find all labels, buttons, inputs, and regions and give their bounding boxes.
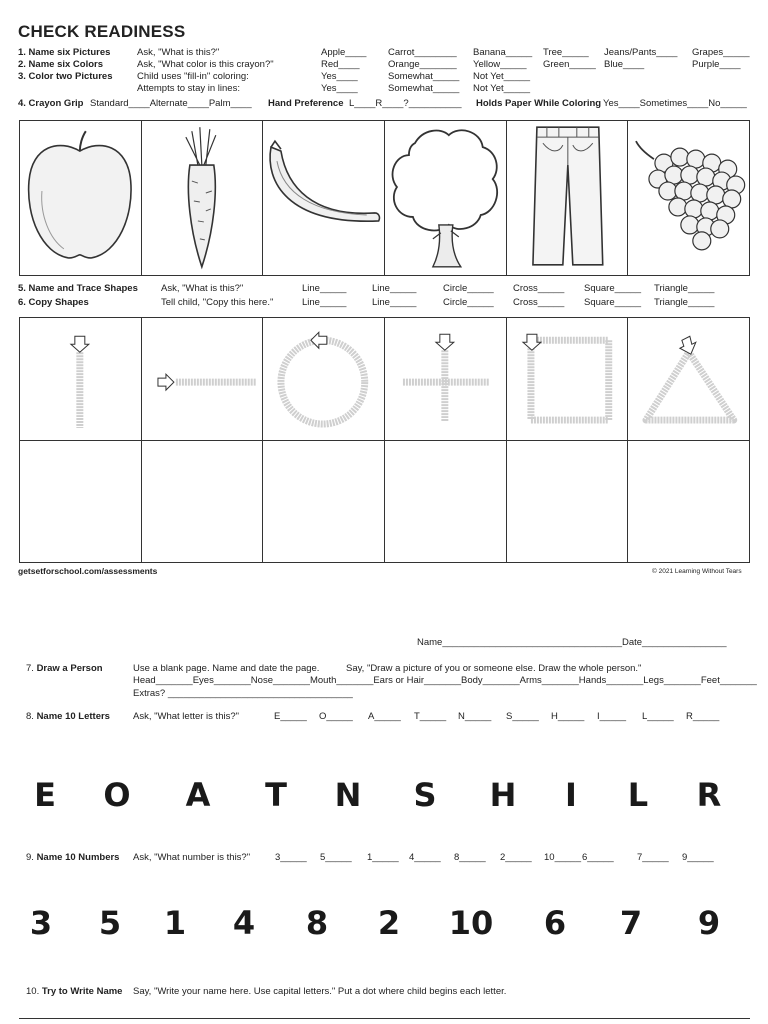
answer-item[interactable]: 4_____	[409, 852, 441, 863]
answer-item[interactable]: Circle_____	[443, 297, 494, 308]
answer-item[interactable]: Cross_____	[513, 297, 565, 308]
answer-item[interactable]: Yellow_____	[473, 59, 527, 70]
answer-item[interactable]: A_____	[368, 711, 401, 722]
answer-item[interactable]: 5_____	[320, 852, 352, 863]
number-card: 3	[29, 904, 53, 942]
grape-berry	[691, 184, 709, 202]
letter-card: I	[565, 776, 577, 814]
grape-berry	[701, 202, 719, 220]
row-label: 3. Color two Pictures	[18, 71, 113, 82]
arrow-right-icon	[158, 374, 174, 390]
letter-card: O	[103, 776, 131, 814]
letter-card: S	[413, 776, 437, 814]
answer-item[interactable]: Circle_____	[443, 283, 494, 294]
number-card: 7	[619, 904, 643, 942]
answer-item[interactable]: 9_____	[682, 852, 714, 863]
answer-item[interactable]: Not Yet_____	[473, 83, 531, 94]
name-writing-line[interactable]	[19, 1018, 750, 1019]
letter-card: E	[34, 776, 56, 814]
section-8-instruction: Ask, "What letter is this?"	[133, 711, 239, 722]
picture-cell	[142, 121, 264, 275]
answer-item[interactable]: 2_____	[500, 852, 532, 863]
answer-item[interactable]: 7_____	[637, 852, 669, 863]
row-instruction: Tell child, "Copy this here."	[161, 297, 274, 308]
section-7-label: 7. Draw a Person	[26, 663, 103, 674]
grape-berry	[659, 182, 677, 200]
answer-item[interactable]: Orange_______	[388, 59, 457, 70]
row-label: 6. Copy Shapes	[18, 297, 89, 308]
banana-icon	[263, 121, 384, 275]
letter-card: H	[489, 776, 517, 814]
section-10-label: 10. Try to Write Name	[26, 986, 123, 997]
number-card: 6	[543, 904, 567, 942]
picture-cell	[507, 121, 629, 275]
section-10-instruction: Say, "Write your name here. Use capital letters." Put a dot where child begins each letter.	[133, 986, 507, 997]
grape-berry	[681, 216, 699, 234]
answer-item[interactable]: E_____	[274, 711, 307, 722]
answer-item[interactable]: Line_____	[372, 283, 417, 294]
answer-item[interactable]: Red____	[321, 59, 360, 70]
letter-card: A	[185, 776, 211, 814]
picture-cell	[263, 121, 385, 275]
row-label: 1. Name six Pictures	[18, 47, 111, 58]
tree-icon	[385, 121, 506, 275]
grape-berry	[669, 198, 687, 216]
answer-item[interactable]: 6_____	[582, 852, 614, 863]
row-instruction: Ask, "What color is this crayon?"	[137, 59, 274, 70]
picture-cell	[385, 121, 507, 275]
row-instruction: Child uses "fill-in" coloring:	[137, 71, 249, 82]
row-instruction: Ask, "What is this?"	[137, 47, 220, 58]
letter-card: T	[265, 776, 287, 814]
hand-preference-label: Hand Preference	[268, 98, 344, 109]
arrow-down-icon	[523, 334, 541, 350]
answer-item[interactable]: Square_____	[584, 283, 642, 294]
section-7-say: Say, "Draw a picture of you or someone else. Draw the whole person."	[346, 663, 642, 674]
number-card: 4	[232, 904, 256, 942]
grape-berry	[723, 190, 741, 208]
letter-card: L	[627, 776, 649, 814]
answer-item[interactable]: N_____	[458, 711, 492, 722]
holds-paper-label: Holds Paper While Coloring	[476, 98, 602, 109]
section-7-extras[interactable]: Extras? ___________________________________	[133, 688, 353, 699]
number-card: 5	[98, 904, 122, 942]
grape-berry	[685, 200, 703, 218]
answer-item[interactable]: L_____	[642, 711, 674, 722]
letter-card: R	[696, 776, 722, 814]
letters-row	[0, 776, 768, 820]
arrow-down-icon	[436, 334, 454, 350]
answer-item[interactable]: Line_____	[372, 297, 417, 308]
holds-paper-options[interactable]: Yes____Sometimes____No_____	[603, 98, 747, 109]
picture-cell	[20, 121, 142, 275]
arrow-down-icon	[680, 336, 696, 354]
footer-url: getsetforschool.com/assessments	[18, 566, 158, 576]
number-card: 2	[377, 904, 401, 942]
answer-item[interactable]: 1_____	[367, 852, 399, 863]
footer-copyright: © 2021 Learning Without Tears	[652, 568, 742, 575]
answer-item[interactable]: Carrot________	[388, 47, 457, 58]
arrow-left-icon	[311, 332, 327, 348]
grape-berry	[665, 166, 683, 184]
numbers-row	[0, 904, 768, 948]
apple-icon	[20, 121, 141, 275]
answer-item[interactable]: T_____	[414, 711, 447, 722]
answer-item[interactable]: Line_____	[302, 283, 347, 294]
hand-preference-options[interactable]: L____R____?__________	[349, 98, 462, 109]
answer-item[interactable]: Somewhat_____	[388, 83, 460, 94]
answer-item[interactable]: Triangle_____	[654, 297, 715, 308]
row-label: 5. Name and Trace Shapes	[18, 283, 138, 294]
answer-item[interactable]: Yes____	[321, 83, 358, 94]
number-card: 10	[448, 904, 494, 942]
row-label: 2. Name six Colors	[18, 59, 104, 70]
number-card: 1	[163, 904, 187, 942]
answer-item[interactable]: Somewhat_____	[388, 71, 460, 82]
answer-item[interactable]: R_____	[686, 711, 720, 722]
answer-item[interactable]: H_____	[551, 711, 585, 722]
row-instruction: Attempts to stay in lines:	[137, 83, 240, 94]
answer-item[interactable]: Purple____	[692, 59, 741, 70]
picture-cell	[628, 121, 749, 275]
letter-card: N	[334, 776, 362, 814]
pants-icon	[507, 121, 628, 275]
row-label: 4. Crayon Grip	[18, 98, 84, 109]
answer-item[interactable]: Yes____	[321, 71, 358, 82]
answer-item[interactable]: 3_____	[275, 852, 307, 863]
row-instruction: Ask, "What is this?"	[161, 283, 244, 294]
answer-item[interactable]: Banana_____	[473, 47, 533, 58]
answer-item[interactable]: I_____	[597, 711, 627, 722]
pictures-grid	[19, 120, 750, 276]
answer-item[interactable]: Triangle_____	[654, 283, 715, 294]
answer-item[interactable]: Jeans/Pants____	[604, 47, 678, 58]
answer-item[interactable]: Square_____	[584, 297, 642, 308]
grape-berry	[671, 148, 689, 166]
answer-item[interactable]: Cross_____	[513, 283, 565, 294]
section-8-label: 8. Name 10 Letters	[26, 711, 110, 722]
answer-item[interactable]: Line_____	[302, 297, 347, 308]
answer-item[interactable]: 10_____	[544, 852, 581, 863]
number-card: 8	[305, 904, 329, 942]
arrow-down-icon	[71, 336, 89, 352]
answer-item[interactable]: Not Yet_____	[473, 71, 531, 82]
answer-item[interactable]: Blue____	[604, 59, 645, 70]
answer-item[interactable]: Apple____	[321, 47, 367, 58]
answer-item[interactable]: 8_____	[454, 852, 486, 863]
section-9-instruction: Ask, "What number is this?"	[133, 852, 251, 863]
answer-item[interactable]: Grapes_____	[692, 47, 750, 58]
grape-berry	[681, 166, 699, 184]
section-7-parts[interactable]: Head_______Eyes_______Nose_______Mouth_______Ears or Hair_______Body_______Arms_______Hands_______Legs_______Feet_______	[133, 675, 757, 686]
answer-item[interactable]: S_____	[506, 711, 539, 722]
answer-item[interactable]: Tree_____	[543, 47, 589, 58]
grape-berry	[687, 150, 705, 168]
section-9-label: 9. Name 10 Numbers	[26, 852, 120, 863]
answer-item[interactable]: Green_____	[543, 59, 596, 70]
grape-berry	[711, 220, 729, 238]
answer-item[interactable]: O_____	[319, 711, 353, 722]
grape-berry	[693, 232, 711, 250]
name-date-line[interactable]: Name__________________________________Date________________	[417, 637, 727, 648]
page-title: CHECK READINESS	[18, 22, 186, 41]
grapes-icon	[628, 121, 749, 275]
grape-berry	[697, 168, 715, 186]
grid-divider	[19, 440, 750, 441]
grape-berry	[675, 182, 693, 200]
section-7-instruction: Use a blank page. Name and date the page.	[133, 663, 320, 674]
number-card: 9	[697, 904, 721, 942]
grape-berry	[707, 186, 725, 204]
carrot-icon	[142, 121, 263, 275]
crayon-grip-options[interactable]: Standard____Alternate____Palm____	[90, 98, 252, 109]
